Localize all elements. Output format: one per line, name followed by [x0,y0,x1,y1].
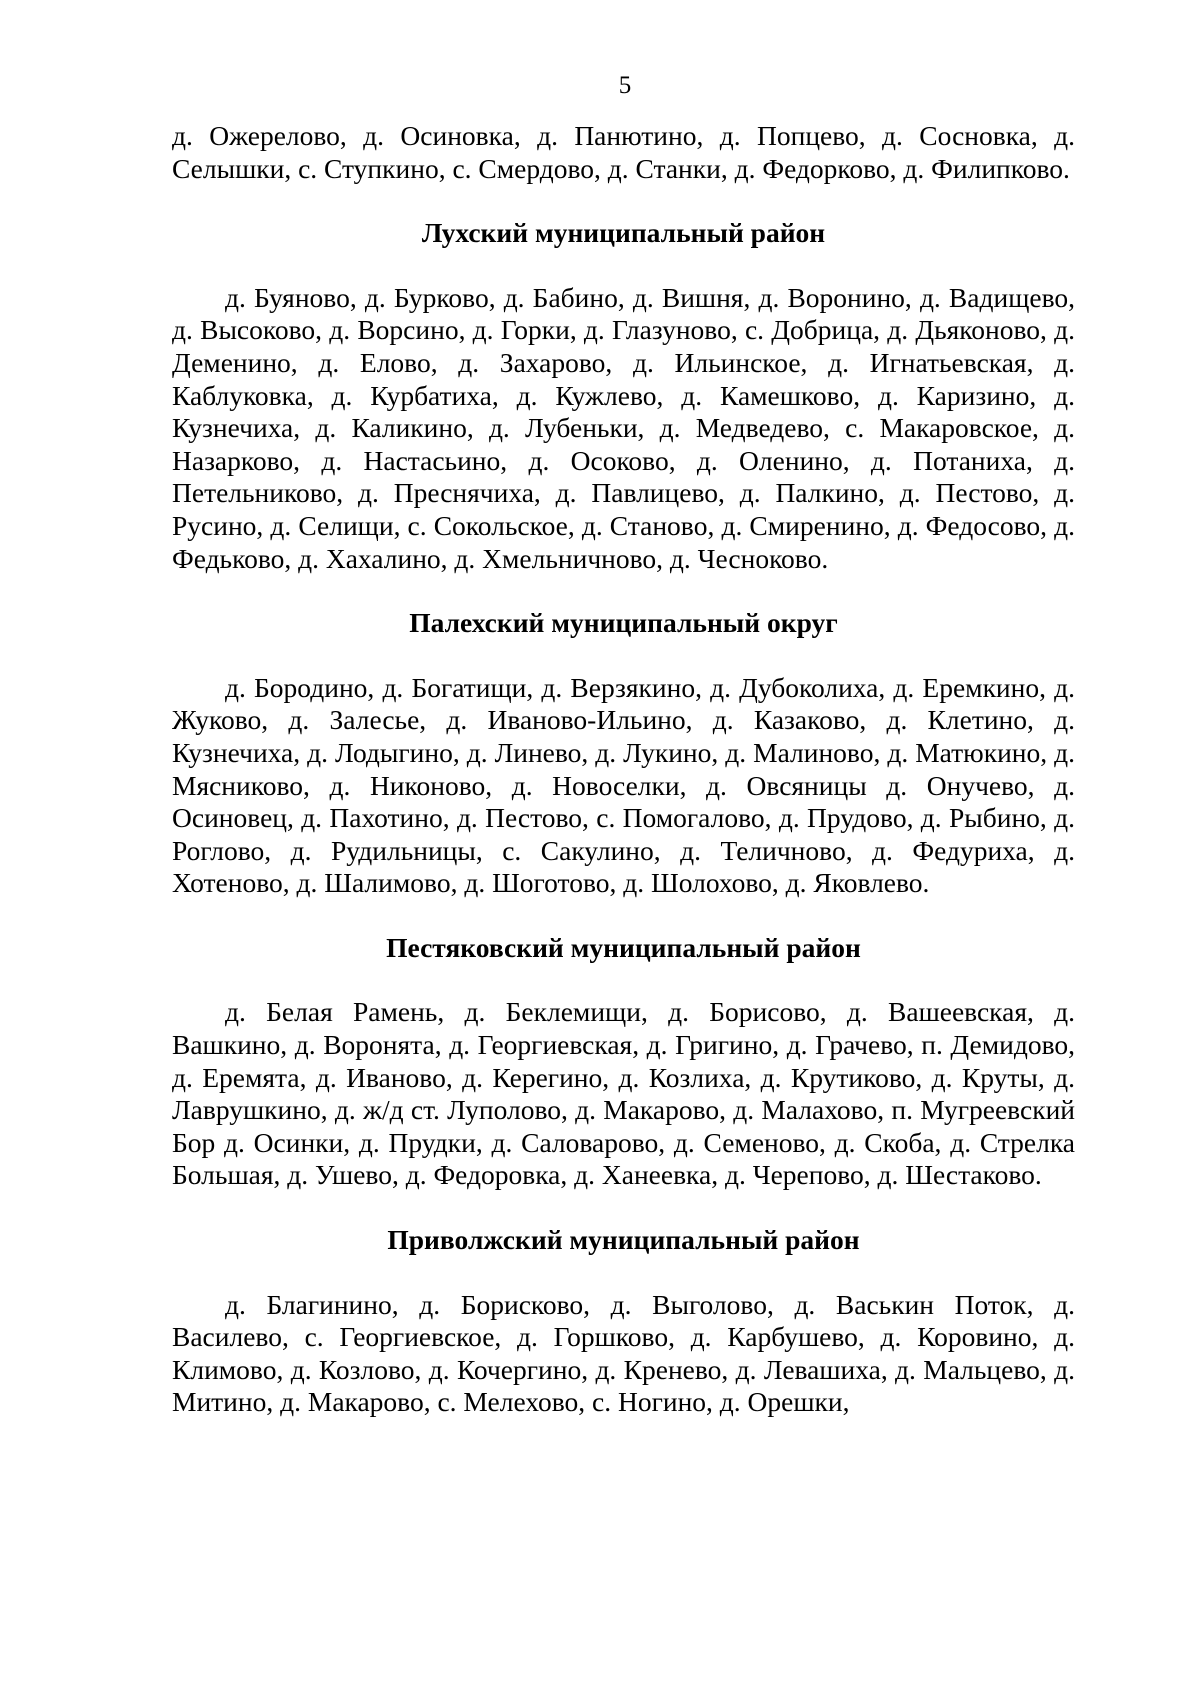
section-text-privolzhsk: д. Благинино, д. Борисково, д. Выголово, д. Васькин Поток, д. Василево, с. Георгиевское, д. Горшково, д. Карбушево, д. Коровино, д. Климово, д. Козлово, д. Кочергино, д. Кренево, д. Левашиха, д. Мальцево, д. Митино, д. Макарово, с. Мелехово, с. Ногино, д. Орешки, [172,1288,1075,1418]
section-text-lukh: д. Буяново, д. Бурково, д. Бабино, д. Вишня, д. Воронино, д. Вадищево, д. Высоково, д. Ворсино, д. Горки, д. Глазуново, с. Добрица, д. Дьяконово, д. Деменино, д. Елово, д. Захарово, д. Ильинское, д. Игнатьевская, д. Каблуковка, д. Курбатиха, д. Кужлево, д. Камешково, д. Каризино, д. Кузнечиха, д. Каликино, д. Лубеньки, д. Медведево, с. Макаровское, д. Назарково, д. Настасьино, д. Осоково, д. Оленино, д. Потаниха, д. Петельниково, д. Преснячиха, д. Павлицево, д. Палкино, д. Пестово, д. Русино, д. Селищи, с. Сокольское, д. Становo, д. Смиренино, д. Федосово, д. Федьково, д. Хахалино, д. Хмельничново, д. Чесноково. [172,281,1075,574]
spacer [172,185,1075,217]
spacer [172,964,1075,996]
spacer [172,1257,1075,1289]
spacer [172,640,1075,672]
section-heading-pestyaki: Пестяковский муниципальный район [386,931,861,963]
page-number: 5 [618,72,632,99]
intro-paragraph: д. Ожерелово, д. Осиновка, д. Панютино, д. Попцево, д. Сосновка, д. Селышки, с. Ступкино, с. Смердово, д. Станки, д. Федорково, д. Филипково. [172,120,1075,184]
section-heading-privolzhsk: Приволжский муниципальный район [387,1224,860,1256]
section-heading-palekh: Палехский муниципальный округ [409,607,838,639]
spacer [172,1192,1075,1224]
section-heading-lukh: Лухский муниципальный район [421,217,826,249]
spacer [172,250,1075,282]
spacer [172,900,1075,932]
section-text-palekh: д. Бородино, д. Богатищи, д. Верзякино, д. Дубоколиха, д. Еремкино, д. Жуково, д. Залесье, д. Иваново-Ильино, д. Казаково, д. Клетино, д. Кузнечиха, д. Лодыгино, д. Линево, д. Лукино, д. Малиново, д. Матюкино, д. Мясниково, д. Никоново, д. Новоселки, д. Овсяницы д. Онучево, д. Осиновец, д. Пахотино, д. Пестово, с. Помогалово, д. Прудово, д. Рыбино, д. Роглово, д. Рудильницы, с. Сакулино, д. Теличново, д. Федуриха, д. Хотеново, д. Шалимово, д. Шоготово, д. Шолохово, д. Яковлево. [172,671,1075,899]
spacer [172,575,1075,607]
section-text-pestyaki: д. Белая Рамень, д. Беклемищи, д. Борисово, д. Вашеевская, д. Вашкино, д. Воронята, д. Георгиевская, д. Григино, д. Грачево, п. Демидово, д. Еремята, д. Иваново, д. Керегино, д. Козлиха, д. Крутиково, д. Круты, д. Лаврушкино, д. ж/д ст. Луполово, д. Макарово, д. Малахово, п. Мугреевский Бор д. Осинки, д. Прудки, д. Саловарово, д. Семеново, д. Скоба, д. Стрелка Большая, д. Ушево, д. Федоровка, д. Ханеевка, д. Черепово, д. Шестаково. [172,996,1075,1191]
document-body [172,120,1075,1419]
